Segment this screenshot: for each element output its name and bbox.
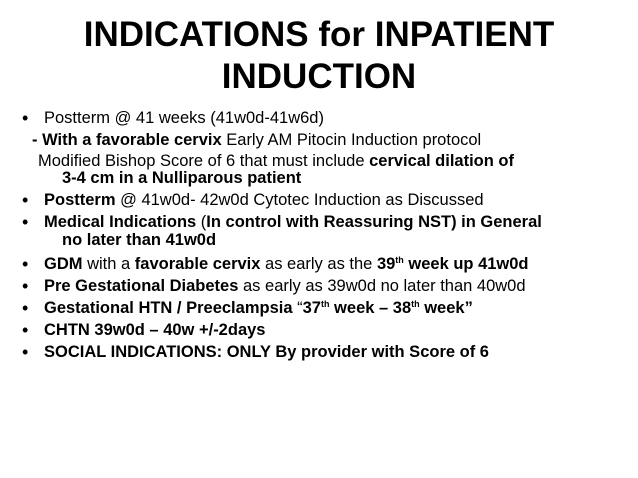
bullet-icon: • [22, 342, 29, 362]
title-line-2: INDUCTION [221, 57, 417, 96]
bullet-chtn: • CHTN 39w0d – 40w +/-2days [22, 320, 266, 340]
bullet-medical-indications: • Medical Indications (In control with Reassuring NST) in General [22, 212, 542, 232]
bullet-social-indications: • SOCIAL INDICATIONS: ONLY By provider with Score of 6 [22, 342, 489, 362]
bullet-icon: • [22, 108, 29, 128]
bullet-postterm-41: • Postterm @ 41 weeks (41w0d-41w6d) [22, 108, 324, 128]
bullet-gestational-htn: • Gestational HTN / Preeclampsia “37th week – 38th week” [22, 298, 473, 318]
bullet-icon: • [22, 298, 29, 318]
bullet-icon: • [22, 212, 29, 232]
bullet-pregestational-diabetes: • Pre Gestational Diabetes as early as 39w0d no later than 40w0d [22, 276, 526, 296]
slide-body [22, 108, 628, 362]
medical-indications-cont: no later than 41w0d [62, 231, 217, 249]
bullet-icon: • [22, 320, 29, 340]
favorable-cervix-line: - With a favorable cervix Early AM Pitocin Induction protocol [32, 131, 482, 149]
bullet-icon: • [22, 254, 29, 274]
bishop-score-line: Modified Bishop Score of 6 that must include cervical dilation of [38, 152, 514, 170]
bullet-icon: • [22, 276, 29, 296]
bullet-postterm-42: • Postterm @ 41w0d- 42w0d Cytotec Induction as Discussed [22, 190, 484, 210]
bullet-gdm: • GDM with a favorable cervix as early as the 39th week up 41w0d [22, 254, 529, 274]
title-line-1: INDICATIONS for INPATIENT [83, 15, 555, 54]
bishop-score-line-cont: 3-4 cm in a Nulliparous patient [62, 169, 302, 187]
bullet-icon: • [22, 190, 29, 210]
slide-title [0, 14, 638, 98]
